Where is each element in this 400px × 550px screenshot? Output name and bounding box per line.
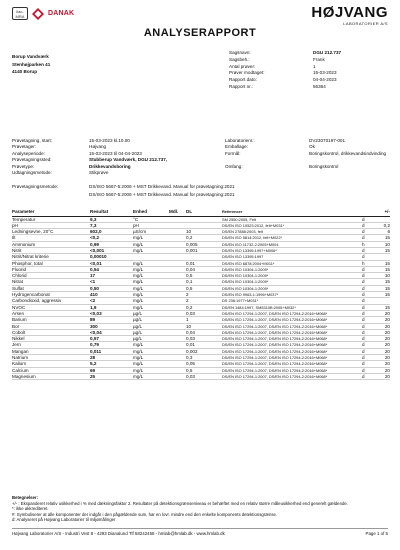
cell-reference: DS/EN ISO 17294-1:2007, DS/EN ISO 17294-2:2016+M068*: [222, 361, 362, 367]
col-header-result: Resultat: [90, 208, 133, 216]
cell-result: 69: [90, 367, 133, 373]
address-line: Borup Vandværk: [12, 54, 49, 59]
cell-parameter: NVOC: [12, 304, 90, 310]
table-body: [12, 216, 390, 380]
info-label: Emballage:: [225, 144, 248, 150]
recipient-address: [12, 53, 50, 76]
cell-dl: 0,005: [186, 241, 222, 247]
danak-wordmark: DANAK: [48, 10, 75, 17]
footer-address: Højvang Laboratorier A/S - Industri Vest 8 - 4293 Dianalund Tlf 58242458 - hmlab@hmlab.dk - www.hmlab.dk: [12, 531, 225, 536]
cell-unit: mg/L: [133, 373, 169, 379]
col-header-references: Referencer: [222, 208, 362, 216]
ilac-mra-logo: ilac-MRA: [12, 7, 28, 20]
method-line: DS/ISO 5667-5:2006 + MST Drikkevand. Manual for prøvetagning:2021: [89, 191, 235, 197]
cell-dl: 0,5: [186, 367, 222, 373]
cell-site: d: [362, 304, 374, 310]
cell-dl: 1: [186, 317, 222, 323]
meta-label: Rapport nr.:: [229, 83, 254, 89]
cell-site: d: [362, 323, 374, 329]
hojvang-logo: [311, 5, 388, 26]
cell-reference: DS/EN ISO 17294-1:2007, DS/EN ISO 17294-2:2016+M068*: [222, 348, 362, 354]
cell-reference: DS/EN ISO 17294-1:2007, DS/EN ISO 17294-2:2016+M068*: [222, 310, 362, 316]
brand-subtitle: LABORATORIER A/S: [343, 21, 388, 26]
info-value: 15-03-2023 kl.10.00: [89, 138, 130, 143]
col-header-mdl: Mdl.: [169, 208, 186, 216]
address-line: Stenhøjparken 41: [12, 61, 51, 67]
cell-uncertainty: 10: [374, 241, 390, 247]
meta-value: 15-03-2023: [313, 70, 337, 76]
cell-site: d: [362, 235, 374, 241]
cell-dl: 0,002: [186, 348, 222, 354]
cell-site: d: [362, 348, 374, 354]
cell-dl: 0,5: [186, 273, 222, 279]
cell-parameter: Temperatur: [12, 216, 90, 222]
cell-parameter: Mangan: [12, 348, 90, 354]
cell-unit: mg/L: [133, 342, 169, 348]
cell-dl: 10: [186, 323, 222, 329]
cell-parameter: Fluorid: [12, 266, 90, 272]
cell-uncertainty: 20: [374, 317, 390, 323]
cell-result: 0,54: [90, 266, 133, 272]
cell-parameter: Arsen: [12, 310, 90, 316]
cell-unit: °C: [133, 216, 169, 222]
cell-parameter: Barium: [12, 317, 90, 323]
cell-unit: mg/L: [133, 266, 169, 272]
cell-uncertainty: 15: [374, 292, 390, 298]
meta-row-case-name: [229, 50, 341, 57]
cell-parameter: Kalium: [12, 361, 90, 367]
footer-divider: [12, 528, 388, 529]
cell-unit: mg/L: [133, 279, 169, 285]
cell-parameter: Nitrit: [12, 247, 90, 253]
cell-reference: DS/EN ISO 13395:1997+M006*: [222, 247, 362, 253]
info-value: 15-03-2023 til 04-04-2023: [89, 150, 142, 156]
cell-site: d: [362, 361, 374, 367]
cell-result: <0,01: [90, 260, 133, 266]
info-label: Udtagningsmetode:: [12, 170, 52, 176]
cell-unit: mg/L: [133, 348, 169, 354]
note-line: #: Symboliserer at alle komponenter der indgår i den pågældende sum, har en lovr. mindre end den enkelte komponents detektionsgrænse.: [12, 511, 278, 517]
note-line: *: ikke akkrediteret.: [12, 506, 49, 512]
cell-reference: DS 236:1977+M031*: [222, 298, 362, 304]
cell-site: d: [362, 367, 374, 373]
meta-row-sample-count: [229, 64, 341, 71]
cell-dl: 0,01: [186, 260, 222, 266]
cell-site: d: [362, 329, 374, 335]
cell-result: 7,3: [90, 222, 133, 228]
cell-result: <0,03: [90, 310, 133, 316]
cell-site: d: [362, 273, 374, 279]
cell-reference: DS/EN ISO 17294-1:2007, DS/EN ISO 17294-2:2016+M068*: [222, 336, 362, 342]
cell-site: d: [362, 298, 374, 304]
cell-dl: 2: [186, 298, 222, 304]
cell-site: d: [362, 254, 374, 260]
cell-result: 410: [90, 292, 133, 298]
cell-site: d: [362, 310, 374, 316]
cell-reference: DS/EN ISO 13395:1997: [222, 254, 362, 260]
cell-unit: mg/L: [133, 355, 169, 361]
cell-parameter: Sulfat: [12, 285, 90, 291]
info-value: DV23070197-001: [309, 138, 346, 143]
cell-dl: 0,03: [186, 336, 222, 342]
cell-site: d: [362, 247, 374, 253]
cell-uncertainty: 20: [374, 323, 390, 329]
col-header-unit: Enhed: [133, 208, 169, 216]
cell-parameter: Natrium: [12, 355, 90, 361]
info-value: Boringskontrol: [309, 163, 339, 169]
col-header-parameter: Parameter: [12, 208, 90, 216]
cell-reference: SM 2550:2005, Felt: [222, 216, 362, 222]
cell-result: 1,9: [90, 304, 133, 310]
cell-reference: DS/EN ISO 10304-1:2009*: [222, 273, 362, 279]
cell-uncertainty: 0,2: [374, 222, 390, 228]
info-label: Prøvetagningssted:: [12, 157, 52, 163]
results-table: [12, 208, 390, 380]
cell-uncertainty: 20: [374, 336, 390, 342]
cell-result: 0,00010: [90, 254, 133, 260]
cell-uncertainty: 15: [374, 247, 390, 253]
cell-uncertainty: 20: [374, 373, 390, 379]
cell-reference: DS/EN ISO 17294-1:2007, DS/EN ISO 17294-2:2016+M068*: [222, 367, 362, 373]
cell-site: d: [362, 355, 374, 361]
cell-site: d: [362, 373, 374, 379]
info-value: Ok: [309, 144, 315, 150]
cell-result: 0,99: [90, 241, 133, 247]
note-line: d: Analyseret på Højvang Laboratorier til miljømålinger: [12, 516, 116, 522]
cell-uncertainty: 15: [374, 304, 390, 310]
cell-reference: DS/EN ISO 10523:2012, felt+M031*: [222, 222, 362, 228]
cell-result: 89: [90, 317, 133, 323]
cell-dl: 2: [186, 292, 222, 298]
cell-dl: 0,04: [186, 329, 222, 335]
cell-reference: DS/EN ISO 17294-1:2007, DS/EN ISO 17294-2:2016+M068*: [222, 329, 362, 335]
info-value: Højvang: [89, 144, 107, 150]
cell-result: 0,79: [90, 342, 133, 348]
info-label: Analyseperiode:: [12, 150, 45, 156]
cell-site: d: [362, 216, 374, 222]
col-header-uncertainty: +/-: [374, 208, 390, 216]
cell-parameter: Chlorid: [12, 273, 90, 279]
info-value: Drikkevandsboring: [89, 163, 131, 169]
cell-result: 17: [90, 273, 133, 279]
meta-value: DGU 212.737: [313, 50, 342, 55]
cell-result: <0,04: [90, 329, 133, 335]
cell-reference: DS/EN 27888:2003, felt: [222, 229, 362, 235]
cell-reference: DS/EN ISO 17294-1:2007, DS/EN ISO 17294-2:2016+M068*: [222, 317, 362, 323]
cell-site: d: [362, 222, 374, 228]
col-header-site: [362, 208, 374, 216]
cell-reference: DS/EN ISO 17294-1:2007, DS/EN ISO 17294-2:2016+M068*: [222, 342, 362, 348]
cell-unit: mg/L: [133, 285, 169, 291]
cell-parameter: Jern: [12, 342, 90, 348]
danak-logo-icon: [32, 8, 44, 20]
cell-result: 25: [90, 373, 133, 379]
cell-result: 0,50: [90, 285, 133, 291]
cell-reference: DS/EN ISO 17294-1:2007, DS/EN ISO 17294-2:2016+M068*: [222, 355, 362, 361]
cell-site: d: [362, 317, 374, 323]
cell-uncertainty: 20: [374, 361, 390, 367]
cell-uncertainty: 6: [374, 229, 390, 235]
cell-uncertainty: 20: [374, 348, 390, 354]
meta-value: Frank: [313, 56, 325, 62]
cell-parameter: Hydrogencarbonat: [12, 292, 90, 298]
cell-reference: DS/EN ISO 10304-1:2009*: [222, 285, 362, 291]
cell-unit: µS/cm: [133, 229, 169, 235]
cell-result: 28: [90, 355, 133, 361]
cell-unit: µg/L: [133, 336, 169, 342]
cell-result: 5,2: [90, 361, 133, 367]
method-line: DS/ISO 5667-5:2006 + MST Drikkevand. Manual for prøvetagning:2021: [89, 184, 235, 190]
page-footer: [12, 531, 388, 536]
info-value: Stubberup Vandværk, DGU 212.737,: [89, 157, 168, 163]
cell-dl: 0,1: [186, 279, 222, 285]
cell-result: <1: [90, 279, 133, 285]
cell-uncertainty: 15: [374, 285, 390, 291]
cell-reference: DS/EN ISO 6878:2004+M011*: [222, 260, 362, 266]
meta-label: Sagsnavn:: [229, 50, 251, 55]
accreditation-logos: [12, 7, 74, 20]
meta-label: Sagsbeh.:: [229, 56, 250, 62]
cell-parameter: Nikkel: [12, 336, 90, 342]
meta-label: Prøver modtaget:: [229, 70, 265, 76]
meta-label: Antal prøver:: [229, 63, 256, 69]
cell-parameter: Ilt: [12, 235, 90, 241]
cell-parameter: Nitrit/Nitrat kriterie: [12, 254, 90, 260]
cell-result: 0,011: [90, 348, 133, 354]
cell-unit: mg/L: [133, 298, 169, 304]
cell-reference: DS/EN ISO 11732-2:2005+M004: [222, 241, 362, 247]
cell-reference: DS/EN 1484:1997, SM5310B:2005+M032*: [222, 304, 362, 310]
cell-unit: µg/L: [133, 329, 169, 335]
cell-unit: mg/L: [133, 247, 169, 253]
cell-parameter: Ledningsevne, 20°C: [12, 229, 90, 235]
info-label: Formål:: [225, 150, 241, 156]
case-meta: [229, 50, 341, 91]
cell-unit: mg/L: [133, 241, 169, 247]
cell-site: h: [362, 260, 374, 266]
cell-unit: µg/L: [133, 310, 169, 316]
cell-uncertainty: 20: [374, 355, 390, 361]
cell-uncertainty: 20: [374, 342, 390, 348]
cell-parameter: Nitrat: [12, 279, 90, 285]
meta-row-report-date: [229, 77, 341, 84]
table-header-row: [12, 208, 390, 216]
info-label: Prøvetager:: [12, 144, 36, 150]
meta-row-handler: [229, 57, 341, 64]
cell-reference: DS/EN ISO 9963-1:1996+M037*: [222, 292, 362, 298]
cell-parameter: Cobolt: [12, 329, 90, 335]
cell-uncertainty: 20: [374, 329, 390, 335]
cell-site: d: [362, 285, 374, 291]
cell-mdl: [169, 373, 186, 379]
cell-site: d: [362, 292, 374, 298]
meta-value: 04-04-2023: [313, 77, 337, 83]
page-number: Page 1 of 5: [365, 531, 388, 536]
cell-dl: 0,3: [186, 355, 222, 361]
cell-unit: mg/L: [133, 304, 169, 310]
cell-unit: mg/L: [133, 260, 169, 266]
cell-reference: DS/EN ISO 17294-1:2007, DS/EN ISO 17294-2:2016+M068*: [222, 373, 362, 379]
cell-unit: pH: [133, 222, 169, 228]
col-header-dl: DL: [186, 208, 222, 216]
cell-unit: mg/L: [133, 235, 169, 241]
cell-reference: DS/EN ISO 10304-1:2009*: [222, 266, 362, 272]
table-row: [12, 373, 390, 379]
info-value: Stikprøve: [89, 170, 109, 176]
cell-result: 0,57: [90, 336, 133, 342]
cell-uncertainty: 10: [374, 273, 390, 279]
info-row: [12, 170, 392, 176]
cell-reference: DS/EN ISO 17294-1:2007, DS/EN ISO 17294-2:2016+M068*: [222, 323, 362, 329]
info-label: Omfang:: [225, 163, 243, 169]
cell-result: 602,0: [90, 229, 133, 235]
cell-result: <0,001: [90, 247, 133, 253]
cell-uncertainty: 15: [374, 235, 390, 241]
cell-parameter: Magnesium: [12, 373, 90, 379]
cell-dl: 0,04: [186, 266, 222, 272]
note-line: +/- : Ekspanderet relativ usikkerhed i % med dækningsfaktor 2. Resultater på detektionsgrænseniveau er behæftet med en relativ større måleusikkerhed end generelt gældende.: [12, 501, 348, 507]
info-value: Boringskontrol, drikkevandsindvinding: [309, 150, 387, 156]
cell-uncertainty: 15: [374, 279, 390, 285]
cell-unit: mg/L: [133, 292, 169, 298]
notes-section: [12, 495, 390, 522]
cell-site: h: [362, 241, 374, 247]
info-label: Prøvetagningsmetode:: [12, 184, 59, 190]
cell-result: 9,3: [90, 216, 133, 222]
cell-uncertainty: 15: [374, 260, 390, 266]
cell-dl: 0,5: [186, 285, 222, 291]
cell-site: d: [362, 229, 374, 235]
cell-result: <2: [90, 298, 133, 304]
address-line: 4140 Borup: [12, 69, 38, 74]
cell-parameter: Phosphor, total: [12, 260, 90, 266]
cell-unit: mg/L: [133, 273, 169, 279]
report-title: ANALYSERAPPORT: [143, 27, 257, 39]
meta-value: 1: [313, 63, 316, 69]
cell-dl: 0,2: [186, 235, 222, 241]
cell-site: d: [362, 342, 374, 348]
info-label: Prøvetagning, start:: [12, 138, 53, 143]
method-text: [89, 184, 295, 199]
cell-dl: 0,001: [186, 247, 222, 253]
info-label: Prøvetype:: [12, 163, 35, 169]
cell-parameter: pH: [12, 222, 90, 228]
cell-dl: 0,03: [186, 310, 222, 316]
sampling-method: [12, 184, 392, 199]
cell-parameter: Calcium: [12, 367, 90, 373]
meta-label: Rapport dato:: [229, 77, 257, 83]
cell-result: <0,2: [90, 235, 133, 241]
notes-title: Betegnelser:: [12, 495, 39, 500]
cell-parameter: Bor: [12, 323, 90, 329]
cell-parameter: Ammonium: [12, 241, 90, 247]
cell-parameter: Carbondioxid, aggressiv: [12, 298, 90, 304]
cell-reference: DS/EN ISO 5814:2012, felt+M022*: [222, 235, 362, 241]
cell-unit: mg/L: [133, 361, 169, 367]
cell-site: d: [362, 336, 374, 342]
cell-dl: 0,05: [186, 361, 222, 367]
cell-uncertainty: 20: [374, 310, 390, 316]
info-label: Laboratorienr.:: [225, 138, 255, 143]
cell-uncertainty: 20: [374, 367, 390, 373]
cell-unit: µg/L: [133, 317, 169, 323]
brand-name: HØJVANG: [311, 4, 388, 21]
meta-value: 56364: [313, 83, 326, 89]
meta-row-report-number: [229, 84, 341, 91]
cell-dl: 0,2: [186, 304, 222, 310]
cell-uncertainty: 15: [374, 266, 390, 272]
cell-site: d: [362, 279, 374, 285]
sampling-info: [12, 138, 392, 199]
cell-result: 300: [90, 323, 133, 329]
cell-site: d: [362, 266, 374, 272]
cell-dl: 10: [186, 229, 222, 235]
cell-unit: mg/L: [133, 367, 169, 373]
cell-unit: µg/L: [133, 323, 169, 329]
meta-row-received: [229, 70, 341, 77]
cell-reference: DS/EN ISO 10304-1:2009*: [222, 279, 362, 285]
cell-dl: 0,01: [186, 342, 222, 348]
cell-dl: 0,03: [186, 373, 222, 379]
